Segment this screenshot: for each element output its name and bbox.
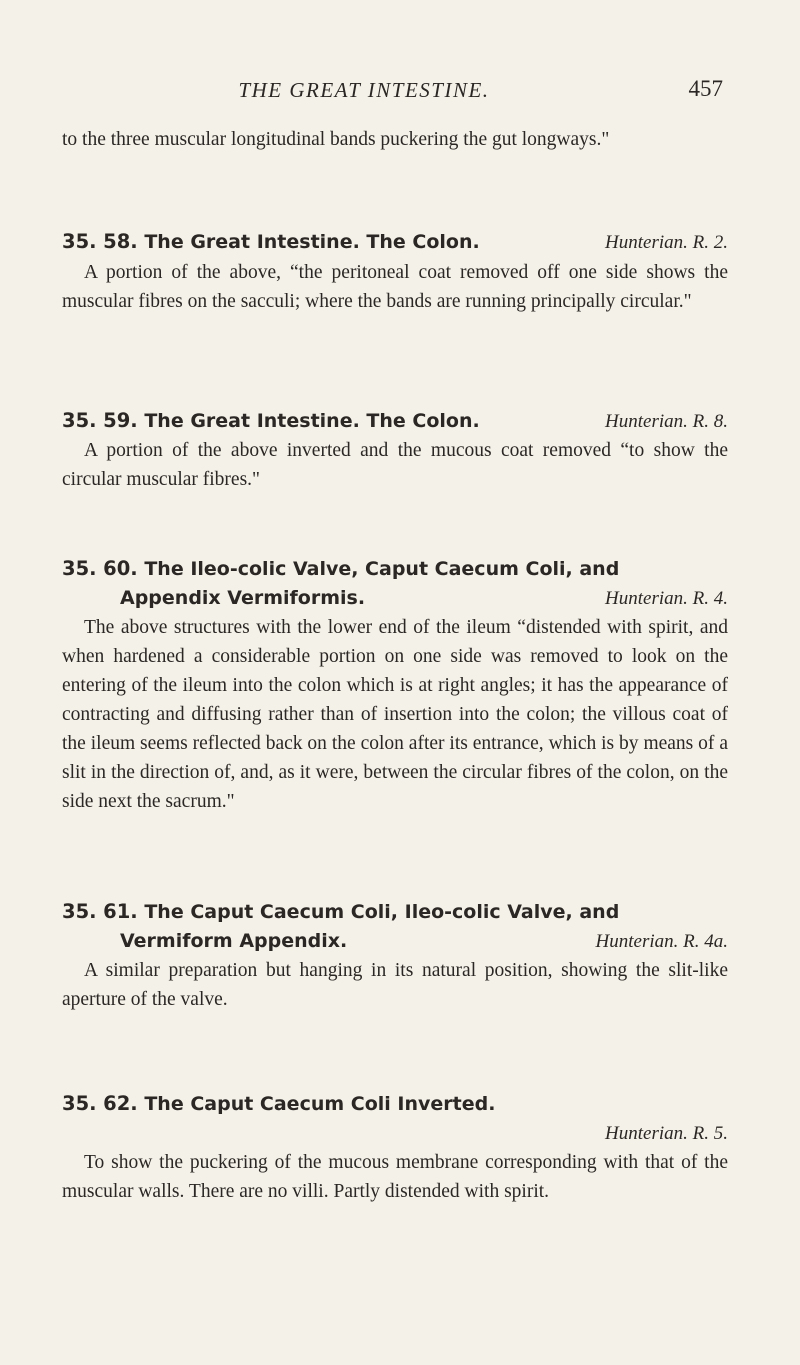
entry-description bbox=[62, 436, 728, 494]
entry-title: The Great Intestine. The Colon. bbox=[144, 231, 480, 253]
entry-description bbox=[62, 258, 728, 316]
entry-title: The Caput Caecum Coli Inverted. bbox=[144, 1093, 496, 1115]
entry-source: Hunterian. bbox=[595, 931, 679, 952]
entry-body: A similar preparation but hanging in its natural position, showing the slit-like aperture of the valve. bbox=[62, 960, 728, 1010]
entry-source: Hunterian. bbox=[605, 1123, 688, 1144]
entry-ref: R. 2. bbox=[692, 232, 728, 253]
running-title: THE GREAT INTESTINE. bbox=[238, 78, 490, 102]
entry-heading bbox=[62, 897, 728, 956]
entry-heading bbox=[62, 554, 728, 613]
entry-source: Hunterian. bbox=[605, 588, 688, 609]
entry-number: 58. bbox=[103, 230, 138, 253]
entry-body: To show the puckering of the mucous membrane corresponding with that of the muscular walls. There are no villi. Partly distended with spirit. bbox=[62, 1152, 728, 1202]
entry-title-line1: The Ileo-colic Valve, Caput Caecum Coli, and bbox=[144, 558, 620, 580]
entry-description bbox=[62, 1148, 728, 1206]
page-number: 457 bbox=[688, 76, 723, 101]
entry-description bbox=[62, 613, 728, 816]
entry-ref: R. 4. bbox=[692, 588, 728, 609]
entry-title-line2: Vermiform Appendix. bbox=[120, 930, 348, 952]
entry-heading bbox=[62, 1089, 728, 1148]
entry-body: A portion of the above inverted and the mucous coat removed “to show the circular muscular fibres." bbox=[62, 440, 728, 490]
entry-number: 61. bbox=[103, 900, 138, 923]
entry-title-line1: The Caput Caecum Coli, Ileo-colic Valve, and bbox=[144, 901, 620, 923]
entry-ref: R. 8. bbox=[692, 411, 728, 432]
entry-number-prefix: 35. bbox=[62, 1092, 97, 1115]
entry-ref: R. 4a. bbox=[683, 931, 728, 952]
continuation-text: to the three muscular longitudinal bands puckering the gut longways." bbox=[62, 129, 610, 150]
entry-body: A portion of the above, “the peritoneal coat removed off one side shows the muscular fibres on the sacculi; where the bands are running principally circular." bbox=[62, 262, 728, 312]
entry-source: Hunterian. bbox=[605, 411, 688, 432]
running-head bbox=[0, 78, 800, 108]
entry-number: 60. bbox=[103, 557, 138, 580]
entry-heading bbox=[62, 406, 728, 436]
entry-ref: R. 5. bbox=[692, 1123, 728, 1144]
entry-description bbox=[62, 956, 728, 1014]
entry-number: 62. bbox=[103, 1092, 138, 1115]
entry-number-prefix: 35. bbox=[62, 900, 97, 923]
entry-source: Hunterian. bbox=[605, 232, 688, 253]
entry-title: The Great Intestine. The Colon. bbox=[144, 410, 480, 432]
entry-body: The above structures with the lower end of the ileum “distended with spirit, and when hardened a considerable portion on one side was removed to look on the entering of the ileum into the colon which is at right angles; it has the appearance of contracting and diffusing rather than of insertion into the colon; the villous coat of the ileum seems reflected back on the colon after its entrance, which is by means of a slit in the direction of, and, as it were, between the circular fibres of the colon, on the side next the sacrum." bbox=[62, 617, 728, 812]
entry-number: 59. bbox=[103, 409, 138, 432]
entry-title-line2: Appendix Vermiformis. bbox=[120, 587, 366, 609]
entry-number-prefix: 35. bbox=[62, 409, 97, 432]
entry-number-prefix: 35. bbox=[62, 230, 97, 253]
entry-number-prefix: 35. bbox=[62, 557, 97, 580]
entry-heading bbox=[62, 227, 728, 257]
